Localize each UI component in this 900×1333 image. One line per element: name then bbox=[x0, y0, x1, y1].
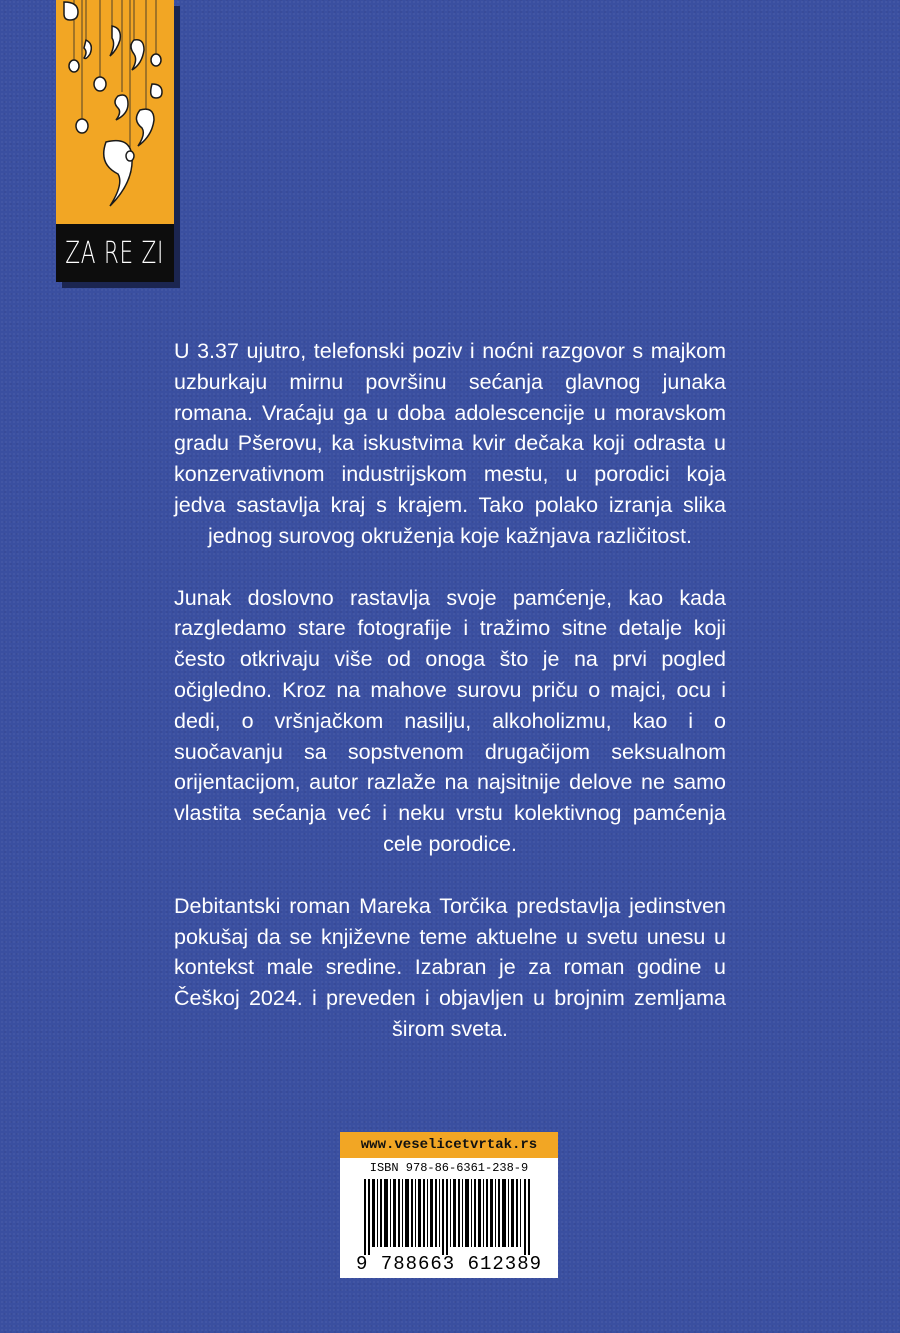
hanging-commas-icon bbox=[56, 0, 174, 224]
blurb-paragraph-3: Debitantski roman Mareka Torčika predstavlja jedinstven pokušaj da se književne teme aktuelne u svetu unesu u kontekst male sredine. Izabran je za roman godine u Češkoj 2024. i preveden i objavljen u brojnim zemljama širom sveta. bbox=[174, 893, 726, 1041]
isbn-text: ISBN 978-86-6361-238-9 bbox=[369, 1161, 529, 1175]
logo-text: ZA RE ZI bbox=[65, 235, 165, 271]
barcode-block bbox=[340, 1132, 558, 1278]
logo-label-band bbox=[56, 224, 174, 282]
publisher-logo bbox=[56, 0, 174, 282]
publisher-url: www.veselicetvrtak.rs bbox=[340, 1132, 558, 1158]
barcode-area bbox=[340, 1158, 558, 1278]
logo-illustration bbox=[56, 0, 174, 224]
barcode-icon bbox=[364, 1179, 534, 1255]
blurb-paragraph-1: U 3.37 ujutro, telefonski poziv i noćni razgovor s majkom uzburkaju mirnu površinu sećanja glavnog junaka romana. Vraćaju ga u doba adolescencije u moravskom gradu Pšerovu, ka iskustvima kvir dečaka koji odrasta u konzervativnom industrijskom mestu, u porodici koja jedva sastavlja kraj s krajem. Tako polako izranja slika jednog surovog okruženja koje kažnjava različitost. bbox=[174, 339, 726, 548]
blurb-text bbox=[174, 336, 726, 1076]
blurb-paragraph-2: Junak doslovno rastavlja svoje pamćenje, kao kada razgledamo stare fotografije i tražimo sitne detalje koji često otkrivaju više od onoga što je na prvi pogled očigledno. Kroz na mahove surovu priču o majci, ocu i dedi, o vršnjačkom nasilju, alkoholizmu, kao i o suočavanju sa sopstvenom drugačijom seksualnom orijentacijom, autor razlaže na najsitnije delove ne samo vlastita sećanja već i neku vrstu kolektivnog pamćenja cele porodice. bbox=[174, 585, 726, 856]
ean-digits: 9 788663 612389 bbox=[355, 1253, 543, 1275]
